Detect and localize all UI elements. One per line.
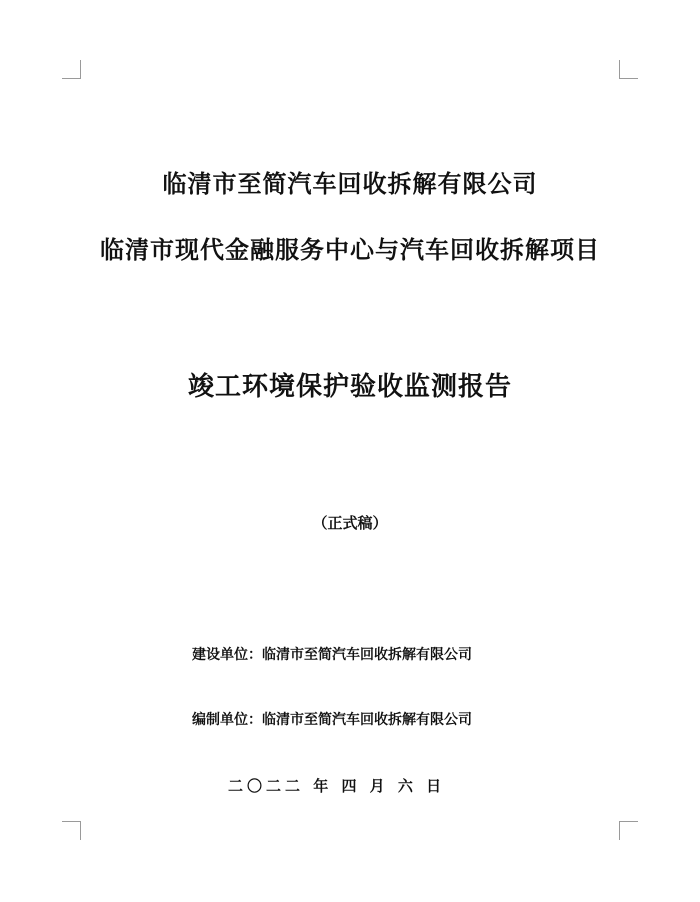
- compiling-unit-value: 临清市至简汽车回收拆解有限公司: [262, 712, 472, 728]
- draft-status-mark: （正式稿）: [312, 514, 388, 532]
- compiling-unit-row: [192, 709, 472, 729]
- construction-unit-label: 建设单位：: [192, 647, 262, 663]
- construction-unit-row: [192, 644, 472, 664]
- construction-unit-value: 临清市至简汽车回收拆解有限公司: [262, 647, 472, 663]
- project-title: 临清市现代金融服务中心与汽车回收拆解项目: [100, 235, 600, 264]
- crop-mark-top-right: [619, 60, 638, 79]
- crop-mark-bottom-right: [619, 821, 638, 840]
- crop-mark-bottom-left: [62, 821, 81, 840]
- company-title: 临清市至简汽车回收拆解有限公司: [162, 169, 538, 198]
- crop-mark-top-left: [62, 60, 81, 79]
- report-date: 二〇二二 年 四 月 六 日: [228, 777, 446, 795]
- compiling-unit-label: 编制单位：: [192, 712, 262, 728]
- report-title: 竣工环境保护验收监测报告: [187, 372, 512, 402]
